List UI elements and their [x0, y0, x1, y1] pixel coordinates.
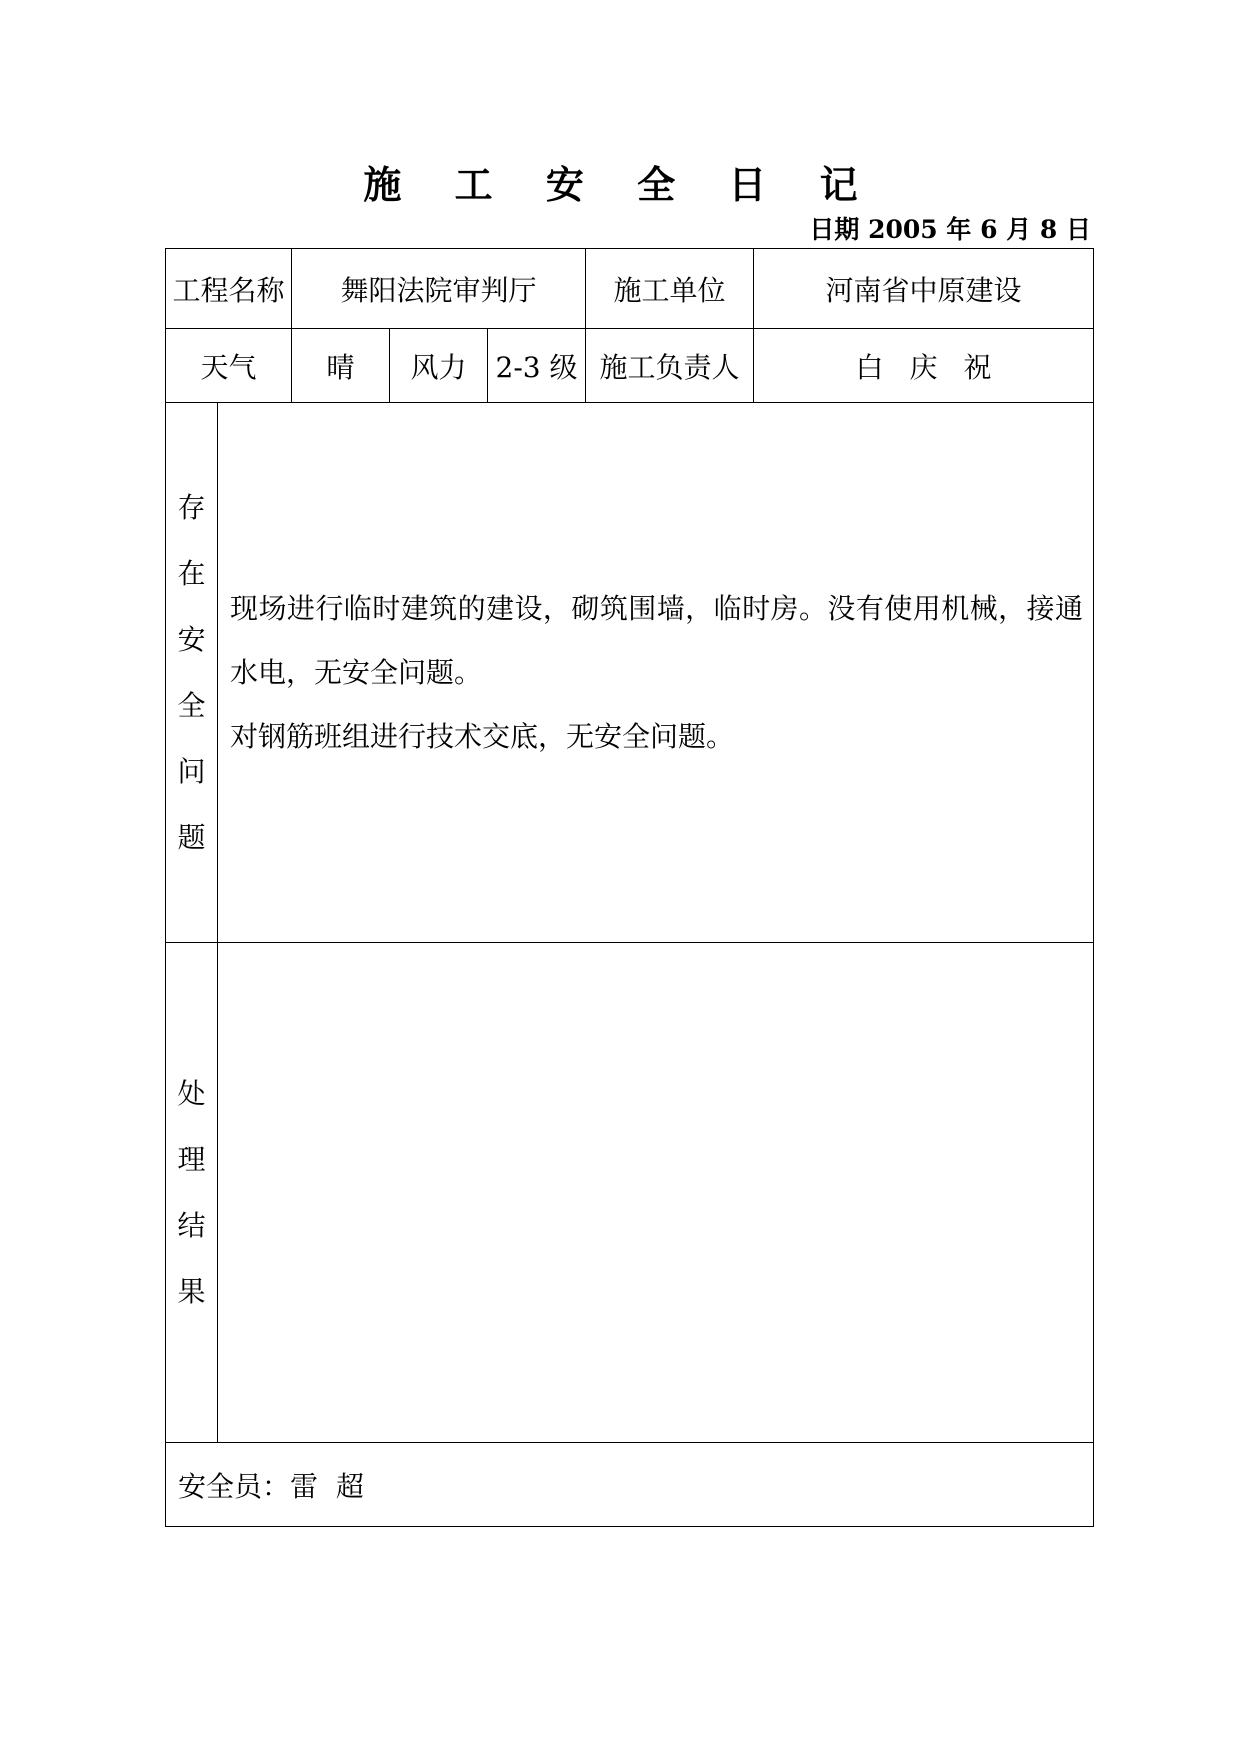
safety-officer-label: 安全员： [178, 1469, 291, 1503]
issues-label-char: 问 [177, 754, 206, 788]
safety-officer-name: 雷 超 [290, 1469, 364, 1503]
issues-label-char: 安 [177, 622, 206, 656]
weather-value: 晴 [292, 329, 390, 403]
issues-label-char: 在 [177, 556, 206, 590]
document-date: 日期 2005 年 6 月 8 日 [809, 215, 1091, 244]
result-label-char: 结 [177, 1208, 206, 1242]
conditions-row [166, 329, 1094, 403]
issues-label [166, 403, 218, 943]
issues-paragraph: 现场进行临时建筑的建设，砌筑围墙，临时房。没有使用机械，接通水电，无安全问题。 [230, 591, 1084, 689]
safety-officer-cell [166, 1443, 1094, 1527]
safety-journal-table [165, 248, 1094, 1527]
manager-name: 白庆祝 [855, 350, 1018, 384]
issues-label-stack [166, 475, 217, 871]
result-label-char: 处 [177, 1076, 206, 1110]
issues-content [218, 403, 1094, 943]
contractor-label: 施工单位 [586, 249, 754, 329]
result-label-char: 理 [177, 1142, 206, 1176]
result-label-char: 果 [177, 1274, 206, 1308]
issues-label-char: 存 [177, 490, 206, 524]
contractor-value: 河南省中原建设 [754, 249, 1094, 329]
project-row [166, 249, 1094, 329]
manager-label: 施工负责人 [586, 329, 754, 403]
weather-label: 天气 [166, 329, 292, 403]
result-content [218, 943, 1094, 1443]
result-row [166, 943, 1094, 1443]
issues-label-char: 全 [177, 688, 206, 722]
safety-officer-row [166, 1443, 1094, 1527]
result-label-stack [166, 1061, 217, 1325]
issues-paragraph: 对钢筋班组进行技术交底，无安全问题。 [230, 719, 735, 753]
wind-label: 风力 [390, 329, 488, 403]
issues-row [166, 403, 1094, 943]
result-label [166, 943, 218, 1443]
document-title: 施 工 安 全 日 记 [363, 162, 878, 207]
project-name-label: 工程名称 [166, 249, 292, 329]
manager-value [754, 329, 1094, 403]
wind-value: 2-3 级 [488, 329, 586, 403]
issues-label-char: 题 [177, 820, 206, 854]
project-name-value: 舞阳法院审判厅 [292, 249, 586, 329]
